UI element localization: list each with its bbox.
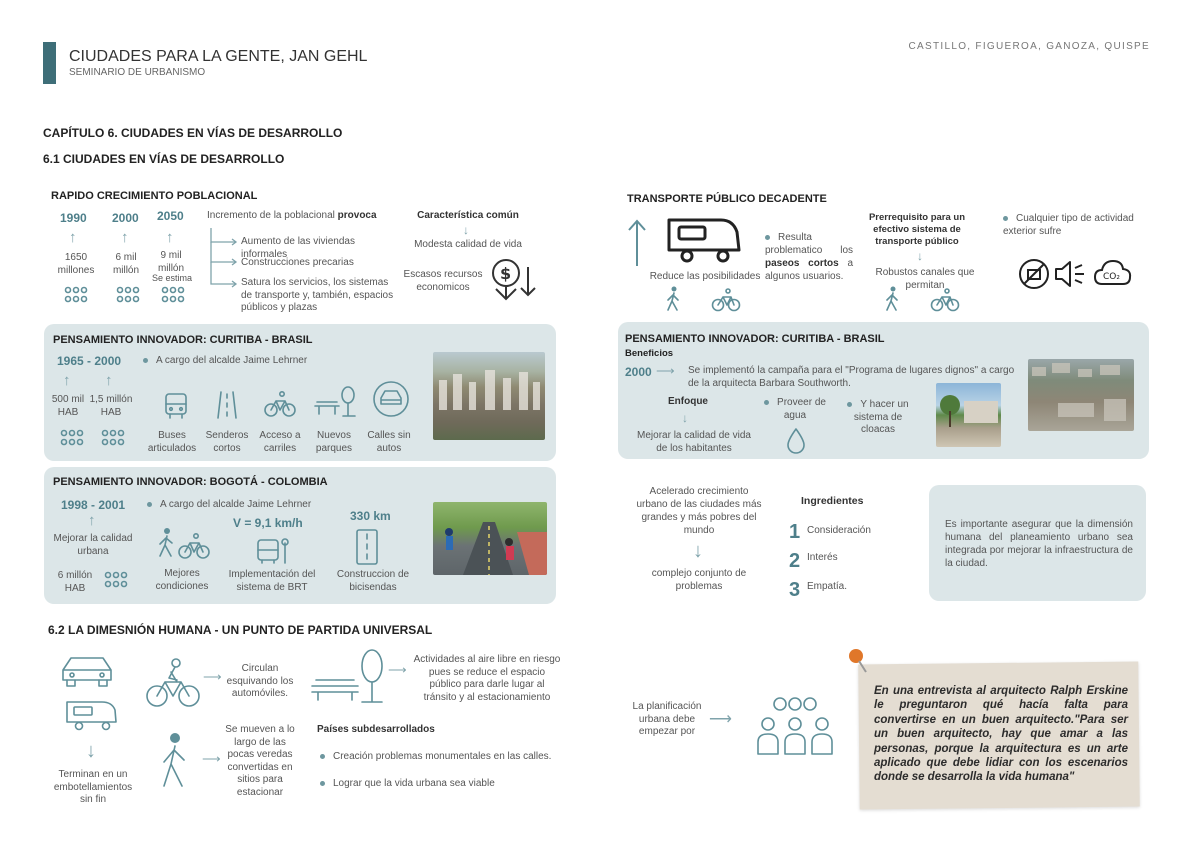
- section-title: 6.1 CIUDADES EN VÍAS DE DESARROLLO: [43, 152, 285, 166]
- provoca-text: [207, 210, 377, 223]
- bullet: [1003, 216, 1008, 221]
- up-arrow-icon: ↑: [63, 372, 71, 389]
- growth-title: RAPIDO CRECIMIENTO POBLACIONAL: [51, 190, 258, 202]
- no-car-icon: [372, 380, 410, 418]
- item-paths: Senderos cortos: [205, 430, 249, 454]
- ingredient-number: 3: [789, 579, 801, 601]
- water-text: [759, 397, 831, 422]
- country-item-text: Lograr que la vida urbana sea viable: [333, 778, 495, 789]
- bogota-pop: 6 millón HAB: [57, 570, 93, 594]
- circulate-text: Circulan esquivando los automóviles.: [226, 663, 294, 699]
- bullet: [765, 235, 770, 240]
- bogota-speed: V = 9,1 km/h: [233, 516, 303, 530]
- pop-1990: 1650 millones: [57, 252, 95, 276]
- focus-title: Enfoque: [668, 396, 708, 407]
- resources-text: Escasos recursos economicos: [403, 269, 483, 293]
- note-text: Es importante asegurar que la dimensión humana del planeamiento urbano sea integrada por mejorar la infraestructura de la ciudad.: [945, 519, 1133, 569]
- people-group-icon: [64, 287, 88, 305]
- path-icon: [216, 390, 238, 420]
- outdoor-text: [1003, 213, 1143, 238]
- transport-title: TRANSPORTE PÚBLICO DECADENTE: [627, 193, 827, 205]
- right-arrow-icon: ⟶: [709, 711, 732, 728]
- country-item-1: [320, 751, 560, 764]
- bicycle-icon: [931, 288, 959, 312]
- sewer-text: [838, 399, 918, 437]
- bike-lane-icon: [355, 528, 379, 566]
- bogota-km: 330 km: [350, 509, 391, 523]
- up-arrow-icon: ↑: [121, 229, 129, 246]
- reduce-text: Reduce las posibilidades: [649, 271, 761, 282]
- up-arrow-icon: ↑: [69, 229, 77, 246]
- walk-text: Se mueven a lo largo de las pocas veredas convertidas en sitios para estacionar: [225, 724, 295, 798]
- down-arrow-icon: ↓: [682, 411, 688, 425]
- pop-2050: 9 mil millón: [157, 250, 185, 274]
- benefits-label: Beneficios: [625, 348, 674, 359]
- common-title: Característica común: [417, 210, 519, 221]
- down-arrow-icon: ↓: [463, 223, 469, 237]
- outdoor-value: Cualquier tipo de actividad exterior sufre: [1003, 213, 1134, 237]
- right-arrow-icon: ⟶: [656, 363, 675, 378]
- car-icon: [59, 652, 115, 692]
- plaza-photo: [936, 383, 1001, 447]
- country-item-text: Creación problemas monumentales en las calles.: [333, 751, 552, 762]
- growth2-result: complejo conjunto de problemas: [651, 568, 747, 592]
- bullet: [143, 358, 148, 363]
- tram-icon: [64, 698, 120, 734]
- item-buses: Buses articulados: [147, 430, 197, 454]
- bicycle-icon: [712, 288, 740, 312]
- quote-text: En una entrevista al arquitecto Ralph Erskine le preguntaron qué hacía falta para convertirse en un buen arquitecto."Para ser un buen arquitecto, hay que amar a las personas, porque la arquitectura es un arte aplicado que debe lidiar con los escenarios donde se desarrolla la vida humana": [874, 685, 1128, 784]
- bullet: [320, 781, 325, 786]
- ingredient-label: Consideración: [807, 525, 871, 536]
- ingredient-label: Interés: [807, 552, 838, 563]
- pop-1-5: 1,5 millón HAB: [89, 394, 133, 418]
- slum-photo: [1028, 359, 1134, 431]
- bicycle-icon: [264, 390, 296, 418]
- svg-text:CO₂: CO₂: [1103, 272, 1120, 282]
- problem-text: [765, 231, 853, 283]
- noise-icon: [1053, 258, 1087, 290]
- bikeway-scene: [433, 502, 547, 575]
- item-conditions: Mejores condiciones: [155, 568, 209, 592]
- effect-1: Aumento de las viviendas informales: [241, 236, 355, 260]
- provoca-prefix: Incremento de la poblacional: [207, 210, 335, 221]
- page-title: CIUDADES PARA LA GENTE, JAN GEHL: [69, 48, 368, 65]
- bullet: [847, 402, 852, 407]
- up-arrow-icon: [627, 218, 647, 268]
- down-arrow-icon: ↓: [86, 740, 96, 762]
- pedestrian-icon: [884, 286, 900, 312]
- effect-3: Satura los servicios, los sistemas de transporte y, también, espacios públicos y plazas: [241, 277, 394, 313]
- problem-prefix: Resulta problematico los: [765, 232, 853, 256]
- problem-suffix: a algunos usuarios.: [765, 258, 853, 282]
- city-skyline: [433, 352, 545, 440]
- up-arrow-icon: ↑: [88, 512, 96, 529]
- problem-bold: paseos cortos: [765, 258, 839, 269]
- effect-2: Construcciones precarias: [241, 257, 354, 268]
- countries-title: Países subdesarrollados: [317, 724, 435, 735]
- pop-500: 500 mil HAB: [51, 394, 85, 418]
- bullet: [147, 502, 152, 507]
- ingredient-number: 2: [789, 550, 801, 572]
- bullet: [320, 754, 325, 759]
- outdoor-risk-text: Actividades al aire libre en riesgo pues se reduce el espacio público para darle lugar al tránsito y al estacionamiento: [413, 654, 561, 703]
- city-aerial-photo: [433, 352, 545, 440]
- sewer-value: Y hacer un sistema de cloacas: [853, 399, 909, 435]
- common-value: Modesta calidad de vida: [414, 239, 522, 250]
- pushpin-icon: [847, 648, 869, 674]
- ingredients-title: Ingredientes: [801, 495, 864, 507]
- park-bench-icon: [313, 386, 357, 418]
- pop-2000: 6 mil millón: [112, 252, 140, 276]
- bogota-improve: Mejorar la calidad urbana: [53, 533, 133, 557]
- mayor-text: A cargo del alcalde Jaime Lehrner: [160, 499, 312, 510]
- ingredient-number: 1: [789, 521, 801, 543]
- authors: CASTILLO, FIGUEROA, GANOZA, QUISPE: [908, 41, 1150, 52]
- year-2000: 2000: [112, 211, 139, 225]
- plaza-scene: [936, 383, 1001, 447]
- pedestrian-icon: [665, 286, 681, 312]
- right-arrow-icon: ⟶: [203, 669, 222, 684]
- down-arrow-icon: ↓: [917, 249, 923, 263]
- bicycle-icon: [178, 532, 210, 560]
- right-arrow-icon: ⟶: [388, 662, 407, 677]
- bikeway-photo: [433, 502, 547, 575]
- pedestrian-icon: [157, 528, 175, 558]
- svg-text:$: $: [500, 264, 512, 283]
- cyclist-icon: [145, 656, 201, 710]
- people-group-icon: [101, 430, 125, 448]
- bus-icon: [164, 392, 190, 420]
- year-1990: 1990: [60, 211, 87, 225]
- header-accent-bar: [43, 42, 56, 84]
- curitiba-mayor: [143, 355, 383, 368]
- water-drop-icon: [786, 427, 806, 455]
- section2-title: 6.2 LA DIMESNIÓN HUMANA - UN PUNTO DE PARTIDA UNIVERSAL: [48, 623, 433, 637]
- bus-stop-icon: [256, 537, 290, 565]
- pedestrian-icon: [158, 732, 190, 790]
- item-lanes: Acceso a carriles: [259, 430, 301, 454]
- right-arrow-icon: ⟶: [202, 751, 221, 766]
- curitiba-title: PENSAMIENTO INNOVADOR: CURITIBA - BRASIL: [53, 334, 313, 346]
- people-group-icon: [756, 696, 834, 758]
- chapter-title: CAPÍTULO 6. CIUDADES EN VÍAS DE DESARROLLO: [43, 126, 343, 140]
- money-decrease-icon: [489, 257, 543, 305]
- item-bikelanes: Construccion de bicisendas: [336, 569, 410, 593]
- down-arrow-icon: ↓: [693, 540, 703, 562]
- focus-value: Mejorar la calidad de vida de los habitantes: [637, 430, 751, 454]
- park-bench-icon: [306, 648, 386, 704]
- co2-cloud-icon: [1093, 256, 1133, 290]
- prereq-title: Prerrequisito para un efectivo sistema de transporte público: [868, 212, 966, 247]
- estimate-note: Se estima: [151, 273, 193, 283]
- year-2050: 2050: [157, 209, 184, 223]
- up-arrow-icon: ↑: [105, 372, 113, 389]
- mayor-text: A cargo del alcalde Jaime Lehrner: [156, 355, 308, 366]
- up-arrow-icon: ↑: [166, 229, 174, 246]
- jam-text: Terminan en un embotellamientos sin fin: [53, 769, 133, 805]
- page-subtitle: SEMINARIO DE URBANISMO: [69, 67, 206, 78]
- branch-arrows: [208, 228, 238, 290]
- no-activity-icon: [1018, 258, 1050, 290]
- tram-icon: [665, 214, 743, 266]
- people-group-icon: [161, 287, 185, 305]
- provoca-word: provoca: [337, 210, 377, 221]
- curitiba-years: 1965 - 2000: [57, 354, 122, 368]
- bullet: [764, 400, 769, 405]
- country-item-2: [320, 778, 560, 791]
- item-parks: Nuevos parques: [315, 430, 353, 454]
- bogota-years: 1998 - 2001: [61, 498, 126, 512]
- bogota-title: PENSAMIENTO INNOVADOR: BOGOTÁ - COLOMBIA: [53, 476, 328, 488]
- curitiba2-title: PENSAMIENTO INNOVADOR: CURITIBA - BRASIL: [625, 333, 885, 345]
- people-group-icon: [116, 287, 140, 305]
- people-group-icon: [60, 430, 84, 448]
- item-no-cars: Calles sin autos: [367, 430, 411, 454]
- item-brt: Implementación del sistema de BRT: [228, 569, 316, 593]
- planning-text: La planificación urbana debe empezar por: [632, 701, 702, 737]
- ingredient-label: Empatía.: [807, 581, 848, 592]
- water-value: Proveer de agua: [777, 397, 826, 421]
- robust-text: Robustos canales que permitan: [875, 267, 975, 291]
- slum-scene: [1028, 359, 1134, 431]
- benefits-year: 2000: [625, 365, 652, 379]
- people-group-icon: [104, 572, 128, 590]
- growth2-text: Acelerado crecimiento urbano de las ciudades más grandes y más pobres del mundo: [636, 486, 762, 536]
- campaign-text: Se implementó la campaña para el "Programa de lugares dignos" a cargo de la arquitecta Barbara Southworth.: [688, 365, 1015, 389]
